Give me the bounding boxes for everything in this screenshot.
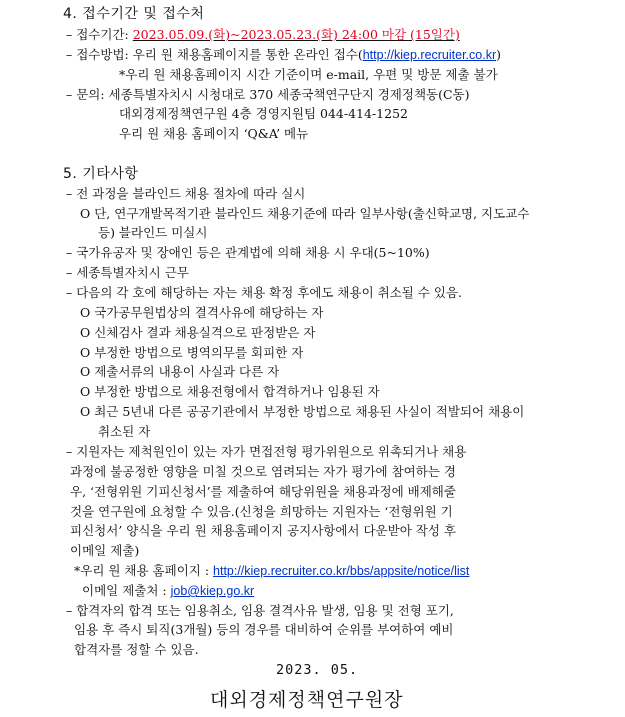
item-line: O 신체검사 결과 채용실격으로 판정받은 자 [80,325,316,340]
item-line: – 세종특별자치시 근무 [66,265,189,280]
contact-line-2: 대외경제정책연구원 4층 경영지원팀 044-414-1252 [119,106,408,121]
item-line: – 지원자는 제척원인이 있는 자가 면접전형 평가위원으로 위촉되거나 채용 [66,444,467,459]
recruit-site-link[interactable]: http://kiep.recruiter.co.kr [362,48,497,62]
item-line: 이메일 제출) [70,543,140,558]
method-close: ) [496,47,502,62]
signature-title: 대외경제정책연구원장 [210,689,404,711]
period-line [66,27,460,43]
homepage-line [74,563,469,579]
email-link[interactable]: job@kiep.go.kr [170,584,255,598]
item-line: 취소된 자 [98,424,151,439]
item-line: 우, ‘전형위원 기피신청서’를 제출하여 해당위원을 채용과정에 배제해줄 [70,484,456,499]
item-line: O 단, 연구개발목적기관 블라인드 채용기준에 따라 일부사항(출신학교명, 지도교수 [80,206,530,221]
contact-line-1: – 문의: 세종특별자치시 시청대로 370 세종국책연구단지 경제정책동(C동) [66,87,470,102]
homepage-label: *우리 원 채용 홈페이지 : [74,563,214,578]
item-line: 등) 블라인드 미실시 [98,225,208,240]
contact-line-3: 우리 원 채용 홈페이지 ‘Q&A’ 메뉴 [119,126,309,141]
item-line: 것을 연구원에 요청할 수 있음.(신청을 희망하는 지원자는 ‘전형위원 기 [70,504,453,519]
item-line: O 최근 5년내 다른 공공기관에서 부정한 방법으로 채용된 사실이 적발되어 채용이 [80,404,525,419]
item-line: – 합격자의 합격 또는 임용취소, 임용 결격사유 발생, 임용 및 전형 포기, [66,603,454,618]
item-line: – 다음의 각 호에 해당하는 자는 채용 확정 후에도 채용이 취소될 수 있음. [66,285,463,300]
notice-list-link[interactable]: http://kiep.recruiter.co.kr/bbs/appsite/notice/list [213,564,470,578]
section-5-heading: 5. 기타사항 [63,166,139,182]
item-line: 임용 후 즉시 퇴직(3개월) 등의 경우를 대비하여 순위를 부여하여 예비 [74,622,454,637]
period-label: – 접수기간: [66,27,133,42]
period-value: 2023.05.09.(화)~2023.05.23.(화) 24:00 마감 (15일간) [132,27,460,42]
item-line: 합격자를 정할 수 있음. [74,642,199,657]
item-line: 피신청서’ 양식을 우리 원 채용홈페이지 공지사항에서 다운받아 작성 후 [70,523,456,538]
email-label: 이메일 제출처 : [82,583,171,598]
method-line [66,47,501,63]
item-line: O 국가공무원법상의 결격사유에 해당하는 자 [80,305,324,320]
item-line: – 전 과정을 블라인드 채용 절차에 따라 실시 [66,186,306,201]
method-label: – 접수방법: 우리 원 채용홈페이지를 통한 온라인 접수( [66,47,363,62]
item-line: O 부정한 방법으로 채용전형에서 합격하거나 임용된 자 [80,384,380,399]
item-line: 과정에 불공정한 영향을 미칠 것으로 염려되는 자가 평가에 참여하는 경 [70,464,456,479]
method-note: *우리 원 채용홈페이지 시간 기준이며 e-mail, 우편 및 방문 제출 불가 [119,67,498,82]
item-line: – 국가유공자 및 장애인 등은 관계법에 의해 채용 시 우대(5~10%) [66,245,430,260]
document-date: 2023. 05. [276,662,359,678]
item-line: O 제출서류의 내용이 사실과 다른 자 [80,364,280,379]
email-line [82,583,254,599]
section-4-heading: 4. 접수기간 및 접수처 [63,6,205,22]
item-line: O 부정한 방법으로 병역의무를 회피한 자 [80,345,304,360]
